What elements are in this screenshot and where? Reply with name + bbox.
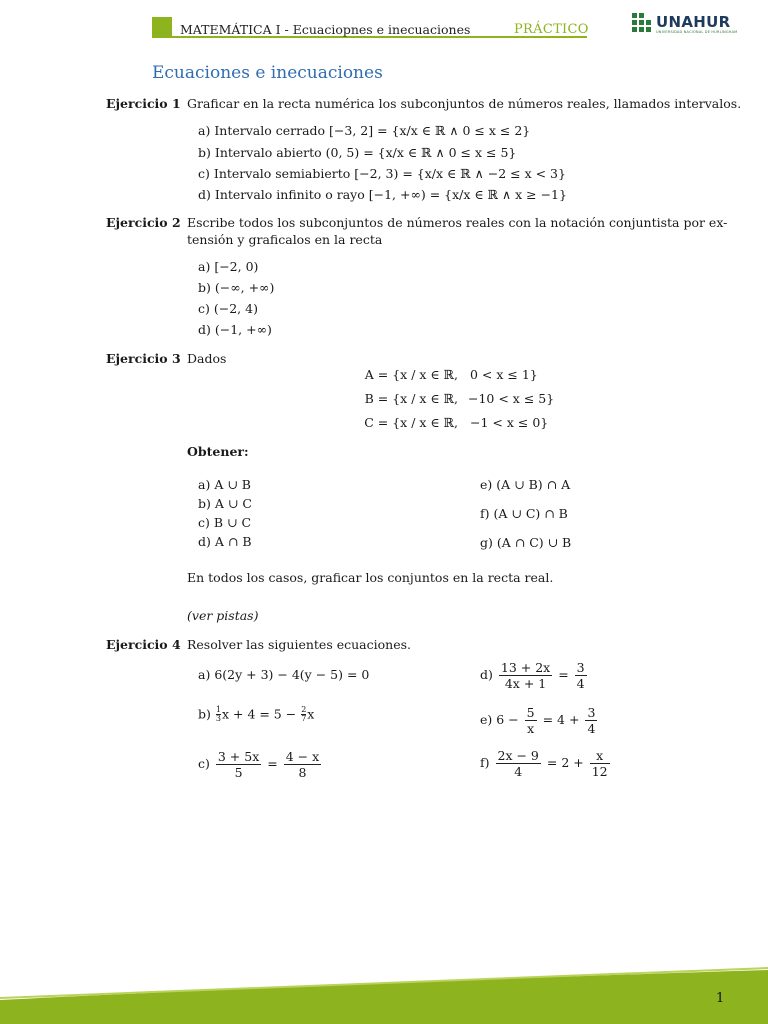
footer-wave-decoration [0, 966, 768, 1024]
ej4-item-d: d) $\frac{13 + 2x}{4x + 1}$ = $\frac{3}{4}$ [480, 660, 585, 691]
ej4-item-c: c) $\frac{3 + 5x}{5}$ = $\frac{4 - x}{8}$ [198, 749, 320, 780]
ej3-text: Dados [187, 351, 227, 366]
header-section: PRÁCTICO [514, 22, 589, 37]
ej3-set-c-lhs: C = {x / x ∈ ℝ, [364, 415, 458, 430]
ej3-set-b-lhs: B = {x / x ∈ ℝ, [364, 391, 458, 406]
ej3-right-item: e) (A ∪ B) ∩ A [480, 477, 571, 492]
ej1-text: Graficar en la recta numérica los subconjuntos de números reales, llamados intervalos. [187, 96, 742, 111]
ej3-set-c-cond: −1 < x ≤ 0} [470, 415, 549, 430]
ej3-right-item: f) (A ∪ C) ∩ B [480, 506, 568, 521]
logo-subtext: UNIVERSIDAD NACIONAL DE HURLINGHAM [656, 30, 738, 34]
header-accent-square [152, 17, 172, 37]
page-number: 1 [716, 991, 725, 1006]
ej3-obtain: Obtener: [187, 444, 249, 459]
ej4-label: Ejercicio 4 [106, 637, 181, 652]
ej3-left-item: c) B ∪ C [198, 515, 252, 530]
ej2-item: c) (−2, 4) [198, 301, 258, 316]
ej2-item: b) (−∞, +∞) [198, 280, 275, 295]
ej4-item-f: f) $\frac{2x - 9}{4}$ = 2 + $\frac{x}{12}$ [480, 748, 608, 779]
ej3-left-item: d) A ∩ B [198, 534, 252, 549]
ej1-item: c) Intervalo semiabierto [−2, 3) = {x/x ∈ ℝ ∧ −2 ≤ x < 3} [198, 166, 566, 181]
ej3-left-item: b) A ∪ C [198, 496, 252, 511]
ej1-label: Ejercicio 1 [106, 96, 181, 111]
ej3-hint-link[interactable]: (ver pistas) [187, 608, 259, 623]
ej3-left-item: a) A ∪ B [198, 477, 251, 492]
ej4-item-a: a) 6(2y + 3) − 4(y − 5) = 0 [198, 667, 370, 682]
ej2-text-line1: Escribe todos los subconjuntos de números reales con la notación conjuntista por ex- [187, 215, 728, 230]
ej3-set-b-cond: −10 < x ≤ 5} [468, 391, 555, 406]
ej2-text-line2: tensión y graficalos en la recta [187, 232, 383, 247]
ej2-item: d) (−1, +∞) [198, 322, 272, 337]
ej4-item-e: e) 6 − $\frac{5}{x}$ = 4 + $\frac{3}{4}$ [480, 705, 596, 736]
ej3-set-a-lhs: A = {x / x ∈ ℝ, [364, 367, 458, 382]
ej3-note: En todos los casos, graficar los conjuntos en la recta real. [187, 570, 554, 585]
ej1-item: a) Intervalo cerrado [−3, 2] = {x/x ∈ ℝ ∧ 0 ≤ x ≤ 2} [198, 123, 531, 138]
page-title: Ecuaciones e inecuaciones [152, 63, 383, 83]
ej4-item-b: b) $\frac{1}{3}$ x + 4 = 5 − $\frac{2}{7}$ x [198, 705, 315, 724]
ej2-item: a) [−2, 0) [198, 259, 259, 274]
ej4-text: Resolver las siguientes ecuaciones. [187, 637, 411, 652]
logo-text: UNAHUR [656, 13, 731, 31]
header-course: MATEMÁTICA I - Ecuaciopnes e inecuaciones [180, 22, 471, 37]
ej1-item: d) Intervalo infinito o rayo [−1, +∞) = {x/x ∈ ℝ ∧ x ≥ −1} [198, 187, 567, 202]
ej3-right-item: g) (A ∩ C) ∪ B [480, 535, 572, 550]
unahur-logo-icon [632, 13, 652, 33]
ej2-label: Ejercicio 2 [106, 215, 181, 230]
ej3-label: Ejercicio 3 [106, 351, 181, 366]
ej1-item: b) Intervalo abierto (0, 5) = {x/x ∈ ℝ ∧ 0 ≤ x ≤ 5} [198, 145, 517, 160]
ej3-set-a-cond: 0 < x ≤ 1} [470, 367, 538, 382]
